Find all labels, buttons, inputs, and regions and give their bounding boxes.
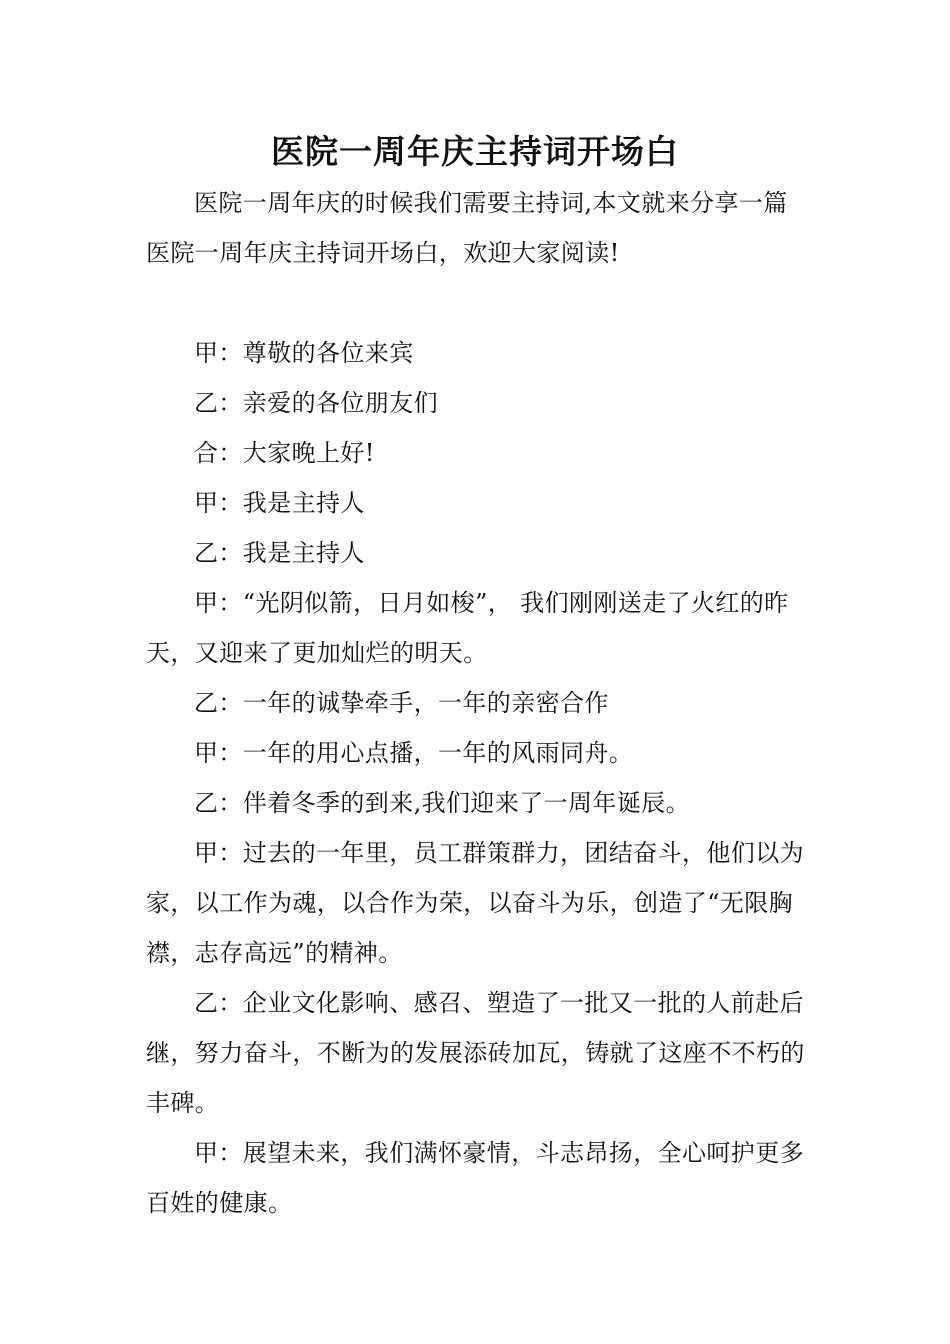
paragraph-spacer: [146, 278, 810, 328]
document-title: 医院一周年庆主持词开场白: [271, 132, 679, 171]
dialogue-line: 甲：过去的一年里，员工群策群力，团结奋斗，他们以为家，以工作为魂，以合作为荣，以奋斗为乐，创造了“无限胸襟，志存高远”的精神。: [146, 839, 804, 967]
dialogue-line: 甲：我是主持人: [194, 489, 365, 517]
dialogue-line: 甲：一年的用心点播，一年的风雨同舟。: [194, 739, 634, 767]
dialogue-line: 合：大家晚上好!: [194, 439, 375, 467]
dialogue-line: 甲：“光阴似箭，日月如梭”， 我们刚刚送走了火红的昨天，又迎来了更加灿烂的明天。: [146, 589, 789, 667]
dialogue-line: 乙：伴着冬季的到来,我们迎来了一周年诞辰。: [194, 789, 691, 817]
dialogue-line: 乙：企业文化影响、感召、塑造了一批又一批的人前赴后继，努力奋斗，不断为的发展添砖加瓦，铸就了这座不不朽的丰碑。: [146, 989, 805, 1117]
dialogue-line: 乙：亲爱的各位朋友们: [194, 389, 438, 417]
dialogue-line: 甲：尊敬的各位来宾: [194, 339, 414, 367]
intro-paragraph: 医院一周年庆的时候我们需要主持词,本文就来分享一篇医院一周年庆主持词开场白，欢迎大家阅读!: [146, 189, 788, 267]
document-body: [146, 178, 810, 1228]
dialogue-line: 乙：我是主持人: [194, 539, 365, 567]
dialogue-line: 乙：一年的诚挚牵手，一年的亲密合作: [194, 689, 609, 717]
dialogue-line: 甲：展望未来，我们满怀豪情，斗志昂扬，全心呵护更多百姓的健康。: [146, 1139, 804, 1217]
